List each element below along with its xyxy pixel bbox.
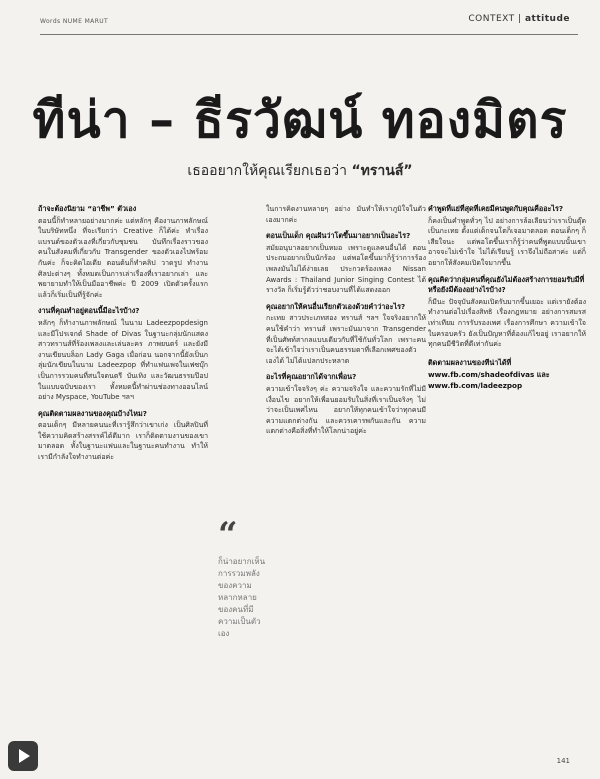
answer-text: ตอนเด็กๆ มีหลายคนนะที่เรารู้สึกว่าเขาเก่ง เป็นศิลปินที่ใช้ความคิดสร้างสรรค์ได้ดีมาก เราก็ติดตามงานของเขามาตลอด ทั้งในฐานะแฟนและในฐานะคนทำงาน ทำให้เรามีกำลังใจทำงานต่อค่ะ: [38, 421, 208, 462]
section-name: CONTEXT: [468, 14, 515, 24]
follow-heading: ติดตามผลงานของทีน่าได้ที่: [428, 357, 512, 367]
question-heading: คุณอยากให้คนอื่นเรียกตัวเองด้วยคำว่าอะไร?: [266, 301, 406, 311]
article-subtitle: [0, 160, 600, 182]
page-number: 141: [556, 757, 570, 765]
section-label: [468, 14, 570, 24]
question-heading: ตอนเป็นเด็ก คุณฝันว่าโตขึ้นมาอยากเป็นอะไร?: [266, 231, 411, 241]
follow-links: [428, 358, 586, 392]
header-rule: [40, 34, 578, 35]
section-separator: |: [518, 14, 522, 24]
pull-quote-text: ก็น่าอยากเห็นการรวมพลังของความหลากหลายของคนที่มีความเป็นตัวเอง: [218, 557, 266, 638]
subtitle-quote: “ทรานส์”: [351, 163, 413, 179]
byline: Words NUME MARUT: [40, 18, 109, 25]
play-icon: [8, 741, 38, 771]
question-heading: อะไรที่คุณอยากได้จากเพื่อน?: [266, 372, 357, 382]
link-ladeezpop[interactable]: www.fb.com/ladeezpop: [428, 380, 523, 390]
question-heading: งานที่คุณทำอยู่ตอนนี้มีอะไรบ้าง?: [38, 306, 140, 316]
page-header: [40, 14, 570, 32]
question-heading: คุณคิดว่ากลุ่มคนที่คุณยังไม่ต้องสร้างการยอมรับมีที่หรือยังมีต้องอย่างไรบ้าง?: [428, 274, 585, 295]
answer-text: หลักๆ ก็ทำงานภาพลักษณ์ ในนาม Ladeezpopdesign และมีโปรเจกต์ Shade of Divas ในฐานะกลุ่มนักแสดงสาวทรานส์ที่ร้องเพลงและเล่นละคร ภาพยนตร์ และยังมีงานเขียนบล็อก Lady Gaga เมื่อก่อน นอกจากนี้ยังเป็นกลุ่มนักเขียนในนาม Ladeezpop ที่ทำแฟนเพจในเฟซบุ๊ก เป็นการรวมคนที่สนใจดนตรี บันเทิง และวัฒนธรรมป๊อปในแบบฉบับของเรา ทั้งหมดนี้ทำผ่านช่องทางออนไลน์ อย่าง Myspace, YouTube ฯลฯ: [38, 318, 208, 402]
section-name-bold: attitude: [524, 14, 570, 24]
play-button[interactable]: [8, 741, 38, 771]
subtitle-prefix: เธออยากให้คุณเรียกเธอว่า: [187, 163, 347, 179]
answer-text: ตอนนี้ก็ทำหลายอย่างมากค่ะ แต่หลักๆ คืองานภาพลักษณ์ในบริษัทหนึ่ง ที่จะเรียกว่า Creative ก็ได้ค่ะ ทำเรื่องแบรนด์ของตัวเองที่เกี่ยวกับชุมชน บันทึกเรื่องราวของคนในสังคมที่เกี่ยวกับ Transgender ของตัวเองไปพร้อมกันค่ะ ก็จะคิดไอเดีย ตอนต้นก็ทำคลิป วาดรูป ทำงานศิลปะต่างๆ ทั้งหมดเป็นการเล่าเรื่องที่เราอยากเล่า และพยายามทำให้เป็นมืออาชีพค่ะ ปี 2009 เปิดตัวครั้งแรกแล้วก็เริ่มเป็นที่รู้จักค่ะ: [38, 216, 208, 299]
pull-quote: [218, 515, 266, 640]
answer-text: กะเทย สาวประเภทสอง ทรานส์ ฯลฯ ใจจริงอยากให้คนใช้คำว่า ทรานส์ เพราะมันมาจาก Transgender ที่เป็นศัพท์สากลแบบเดียวกับที่ใช้กันทั่วโลก เพราะคนจะได้เข้าใจว่าเราเป็นคนธรรมดาที่เลือกเพศของตัวเองได้ ไม่ได้แปลกประหลาด: [266, 314, 426, 365]
answer-text: ก็คงเป็นคำพูดทั่วๆ ไป อย่างการล้อเลียนว่าเราเป็นตุ๊ด เป็นกะเทย ตั้งแต่เด็กจนโตก็เจอมาตลอด ตอนเด็กๆ ก็เสียใจนะ แต่พอโตขึ้นเราก็รู้ว่าคนที่พูดแบบนั้นเขาอาจจะไม่เข้าใจ ไม่ได้เรียนรู้ เราจึงไม่ถือสาค่ะ แต่ก็อยากให้สังคมเปิดใจมากขึ้น: [428, 216, 586, 267]
question-heading: คุณติดตามผลงานของคุณบ้างไหม?: [38, 408, 147, 418]
answer-text: สมัยอนุบาลอยากเป็นหมอ เพราะดูแลคนอื่นได้ ตอนประถมอยากเป็นนักร้อง แต่พอโตขึ้นมาก็รู้ว่าการร้องเพลงมันไม่ได้ง่ายเลย ประกวดร้องเพลง Nissan Awards : Thailand Junior Singing Contest ได้รางวัล ก็เริ่มรู้ตัวว่าชอบงานที่ได้แสดงออก: [266, 243, 426, 295]
answer-text: ความเข้าใจจริงๆ ค่ะ ความจริงใจ และความรักที่ไม่มีเงื่อนไข อยากให้เพื่อนยอมรับในสิ่งที่เราเป็นจริงๆ ไม่ว่าจะเป็นเพศไหน อยากให้ทุกคนเข้าใจว่าทุกคนมีความแตกต่างกัน และควรเคารพกันและกัน ความแตกต่างคือสิ่งที่ทำให้โลกน่าอยู่ค่ะ: [266, 384, 426, 436]
quote-mark-icon: “: [218, 515, 238, 555]
answer-text: ก็มีนะ ปัจจุบันสังคมเปิดรับมากขึ้นเยอะ แต่เรายังต้องทำงานต่อไปเรื่องสิทธิ เรื่องกฎหมาย อย่างการสมรสเท่าเทียม การรับรองเพศ เรื่องการศึกษา ความเข้าใจในครอบครัว ยังเป็นปัญหาที่ต้องแก้ไขอยู่ เราอยากให้ทุกคนมีชีวิตที่ดีเท่ากันค่ะ: [428, 297, 586, 349]
column-1: [38, 204, 208, 744]
question-heading: คำพูดที่แย่ที่สุดที่เคยมีคนพูดกับคุณคืออะไร?: [428, 204, 564, 213]
column-3: [428, 204, 586, 744]
link-shadeofdivas[interactable]: www.fb.com/shadeofdivas และ: [428, 370, 550, 380]
article-title: ทีน่า – ธีรวัฒน์ ทองมิตร: [32, 91, 568, 149]
column-2: [266, 204, 426, 744]
question-heading: ถ้าจะต้องนิยาม “อาชีพ” ตัวเอง: [38, 204, 137, 213]
answer-text: ในการคิดงานหลายๆ อย่าง มันทำให้เราภูมิใจในตัวเองมากค่ะ: [266, 205, 426, 224]
